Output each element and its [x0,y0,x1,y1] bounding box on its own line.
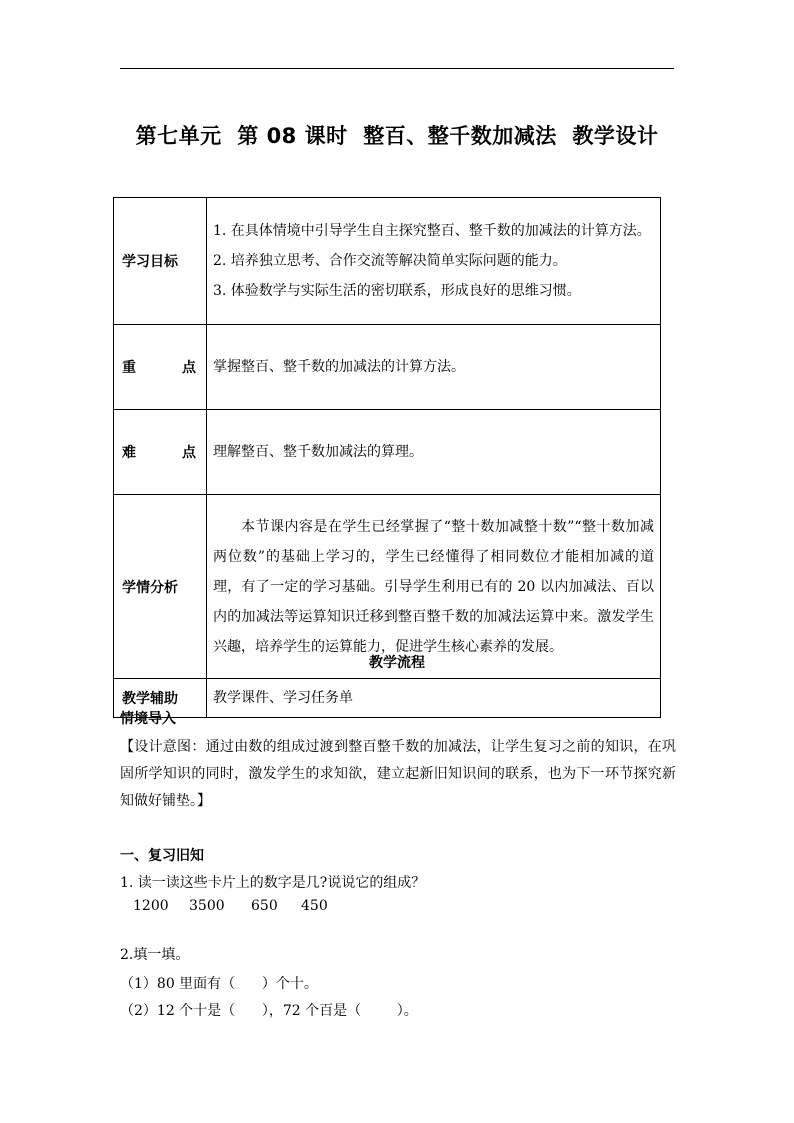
aids-row [114,679,661,718]
key-point-label [114,325,207,410]
key-point-content: 掌握整百、整千数的加减法的计算方法。 [207,325,661,410]
difficulty-content: 理解整百、整千数加减法的算理。 [207,410,661,495]
difficulty-label-char-1: 难 [122,445,136,461]
question-2-item-2: （2）12 个十是（ ），72 个百是（ ）。 [120,1003,418,1019]
header-rule [120,68,674,69]
analysis-label: 学情分析 [114,495,207,679]
intro-heading: 情境导入 [120,711,176,727]
question-1: 1. 读一读这些卡片上的数字是几?说说它的组成？ [120,875,426,891]
goals-row [114,198,661,325]
difficulty-row [114,410,661,495]
difficulty-label [114,410,207,495]
goals-label: 学习目标 [114,198,207,325]
aids-content: 教学课件、学习任务单 [207,679,661,718]
question-2-item-1: （1）80 里面有（ ）个十。 [120,976,318,992]
key-point-row [114,325,661,410]
lesson-info-table [113,197,661,718]
goals-content [207,198,661,325]
analysis-content: 本节课内容是在学生已经掌握了“整十数加减整十数”“整十数加减两位数”的基础上学习的，学生已经懂得了相同数位才能相加减的道理，有了一定的学习基础。引导学生利用已有的 20 以内加减法、百以内的加减法等运算知识迁移到整百整千数的加减法运算中来。激发学生兴趣，培养学生的运算能力，促进学生核心素养的发展。 [207,495,661,679]
goal-item-1: 1. 在具体情境中引导学生自主探究整百、整千数的加减法的计算方法。 [213,223,651,239]
goal-item-3: 3. 体验数学与实际生活的密切联系，形成良好的思维习惯。 [213,283,581,299]
aids-label: 教学辅助 [114,679,207,718]
number-card-2: 3500 [189,898,225,914]
number-card-4: 450 [301,898,328,914]
number-card-3: 650 [251,898,278,914]
design-intent: 【设计意图：通过由数的组成过渡到整百整千数的加减法，让学生复习之前的知识，在巩固所学知识的同时，激发学生的求知欲，建立起新旧知识间的联系，也为下一环节探究新知做好铺垫。】 [120,739,676,809]
document-title: 第七单元 第 08 课时 整百、整千数加减法 教学设计 [135,124,659,148]
difficulty-label-char-2: 点 [182,445,196,461]
question-2: 2.填一填。 [120,947,190,963]
number-card-1: 1200 [133,898,169,914]
goal-item-2: 2. 培养独立思考、合作交流等解决简单实际问题的能力。 [213,253,567,269]
analysis-row [114,495,661,679]
key-point-label-char-2: 点 [182,360,196,376]
key-point-label-char-1: 重 [122,360,136,376]
review-heading: 一、复习旧知 [120,848,204,864]
flow-title: 教学流程 [369,655,425,671]
